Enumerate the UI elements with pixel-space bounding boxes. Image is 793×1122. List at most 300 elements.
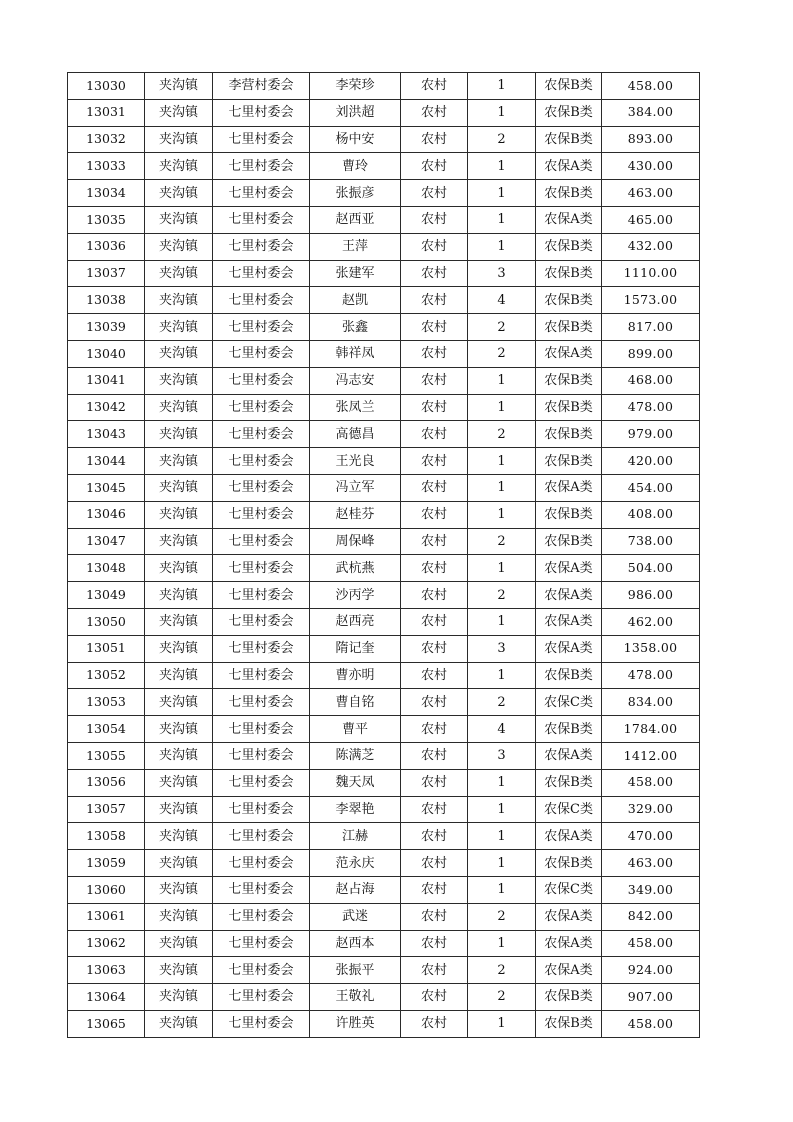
cell-id: 13053 <box>68 689 145 716</box>
cell-name: 周保峰 <box>310 528 401 555</box>
cell-category: 农保A类 <box>536 930 602 957</box>
cell-category: 农保B类 <box>536 314 602 341</box>
table-row <box>68 528 700 555</box>
table-row <box>68 340 700 367</box>
cell-name: 张凤兰 <box>310 394 401 421</box>
cell-category: 农保B类 <box>536 501 602 528</box>
table-row <box>68 769 700 796</box>
cell-area: 农村 <box>401 314 468 341</box>
cell-count: 2 <box>468 126 536 153</box>
cell-town: 夹沟镇 <box>145 903 213 930</box>
cell-category: 农保A类 <box>536 340 602 367</box>
cell-area: 农村 <box>401 984 468 1011</box>
table-row <box>68 501 700 528</box>
cell-name: 张振平 <box>310 957 401 984</box>
cell-amount: 979.00 <box>602 421 700 448</box>
cell-id: 13062 <box>68 930 145 957</box>
cell-count: 1 <box>468 367 536 394</box>
cell-village: 七里村委会 <box>213 689 310 716</box>
cell-amount: 907.00 <box>602 984 700 1011</box>
cell-amount: 899.00 <box>602 340 700 367</box>
cell-id: 13044 <box>68 448 145 475</box>
cell-village: 七里村委会 <box>213 501 310 528</box>
cell-town: 夹沟镇 <box>145 153 213 180</box>
cell-name: 王萍 <box>310 233 401 260</box>
cell-id: 13037 <box>68 260 145 287</box>
cell-area: 农村 <box>401 528 468 555</box>
cell-village: 七里村委会 <box>213 903 310 930</box>
cell-amount: 1412.00 <box>602 742 700 769</box>
cell-name: 武迷 <box>310 903 401 930</box>
cell-id: 13041 <box>68 367 145 394</box>
cell-town: 夹沟镇 <box>145 528 213 555</box>
cell-town: 夹沟镇 <box>145 126 213 153</box>
cell-id: 13055 <box>68 742 145 769</box>
cell-town: 夹沟镇 <box>145 233 213 260</box>
cell-village: 李营村委会 <box>213 73 310 100</box>
cell-name: 许胜英 <box>310 1010 401 1037</box>
cell-village: 七里村委会 <box>213 314 310 341</box>
cell-count: 1 <box>468 1010 536 1037</box>
cell-id: 13057 <box>68 796 145 823</box>
cell-category: 农保C类 <box>536 796 602 823</box>
cell-category: 农保B类 <box>536 769 602 796</box>
cell-count: 1 <box>468 823 536 850</box>
cell-name: 曹平 <box>310 716 401 743</box>
cell-town: 夹沟镇 <box>145 662 213 689</box>
table-row <box>68 233 700 260</box>
cell-category: 农保A类 <box>536 608 602 635</box>
table-body <box>68 73 700 1038</box>
cell-village: 七里村委会 <box>213 957 310 984</box>
cell-village: 七里村委会 <box>213 340 310 367</box>
cell-count: 1 <box>468 394 536 421</box>
table-row <box>68 689 700 716</box>
cell-village: 七里村委会 <box>213 662 310 689</box>
cell-village: 七里村委会 <box>213 206 310 233</box>
cell-amount: 465.00 <box>602 206 700 233</box>
table-row <box>68 742 700 769</box>
cell-area: 农村 <box>401 126 468 153</box>
table-row <box>68 555 700 582</box>
cell-amount: 349.00 <box>602 876 700 903</box>
cell-count: 1 <box>468 796 536 823</box>
cell-village: 七里村委会 <box>213 233 310 260</box>
cell-amount: 408.00 <box>602 501 700 528</box>
cell-count: 1 <box>468 448 536 475</box>
cell-village: 七里村委会 <box>213 180 310 207</box>
table-row <box>68 394 700 421</box>
cell-name: 陈满芝 <box>310 742 401 769</box>
cell-count: 2 <box>468 421 536 448</box>
cell-village: 七里村委会 <box>213 582 310 609</box>
table-row <box>68 984 700 1011</box>
cell-amount: 468.00 <box>602 367 700 394</box>
cell-amount: 463.00 <box>602 850 700 877</box>
cell-area: 农村 <box>401 903 468 930</box>
cell-area: 农村 <box>401 73 468 100</box>
cell-town: 夹沟镇 <box>145 930 213 957</box>
cell-village: 七里村委会 <box>213 260 310 287</box>
table-row <box>68 287 700 314</box>
cell-area: 农村 <box>401 769 468 796</box>
cell-category: 农保B类 <box>536 73 602 100</box>
cell-name: 魏天凤 <box>310 769 401 796</box>
cell-count: 4 <box>468 716 536 743</box>
cell-area: 农村 <box>401 340 468 367</box>
cell-amount: 458.00 <box>602 1010 700 1037</box>
cell-village: 七里村委会 <box>213 367 310 394</box>
cell-id: 13059 <box>68 850 145 877</box>
table-row <box>68 126 700 153</box>
cell-id: 13045 <box>68 474 145 501</box>
cell-town: 夹沟镇 <box>145 957 213 984</box>
cell-category: 农保A类 <box>536 903 602 930</box>
cell-id: 13060 <box>68 876 145 903</box>
cell-id: 13054 <box>68 716 145 743</box>
cell-id: 13051 <box>68 635 145 662</box>
cell-category: 农保B类 <box>536 394 602 421</box>
cell-count: 1 <box>468 73 536 100</box>
cell-town: 夹沟镇 <box>145 689 213 716</box>
cell-category: 农保B类 <box>536 180 602 207</box>
cell-town: 夹沟镇 <box>145 823 213 850</box>
cell-name: 张建军 <box>310 260 401 287</box>
cell-category: 农保C类 <box>536 876 602 903</box>
cell-village: 七里村委会 <box>213 769 310 796</box>
cell-id: 13052 <box>68 662 145 689</box>
cell-area: 农村 <box>401 716 468 743</box>
cell-village: 七里村委会 <box>213 850 310 877</box>
cell-town: 夹沟镇 <box>145 876 213 903</box>
cell-amount: 462.00 <box>602 608 700 635</box>
cell-amount: 454.00 <box>602 474 700 501</box>
cell-category: 农保B类 <box>536 984 602 1011</box>
cell-amount: 458.00 <box>602 769 700 796</box>
table-row <box>68 957 700 984</box>
cell-id: 13040 <box>68 340 145 367</box>
table-row <box>68 314 700 341</box>
cell-area: 农村 <box>401 1010 468 1037</box>
cell-village: 七里村委会 <box>213 742 310 769</box>
table-row <box>68 73 700 100</box>
cell-name: 赵西亚 <box>310 206 401 233</box>
cell-amount: 1573.00 <box>602 287 700 314</box>
cell-area: 农村 <box>401 957 468 984</box>
cell-town: 夹沟镇 <box>145 474 213 501</box>
cell-area: 农村 <box>401 608 468 635</box>
cell-area: 农村 <box>401 367 468 394</box>
cell-village: 七里村委会 <box>213 796 310 823</box>
cell-area: 农村 <box>401 823 468 850</box>
cell-count: 2 <box>468 957 536 984</box>
cell-village: 七里村委会 <box>213 716 310 743</box>
cell-village: 七里村委会 <box>213 528 310 555</box>
cell-category: 农保A类 <box>536 742 602 769</box>
cell-name: 赵桂芬 <box>310 501 401 528</box>
cell-count: 2 <box>468 528 536 555</box>
cell-id: 13064 <box>68 984 145 1011</box>
cell-name: 韩祥凤 <box>310 340 401 367</box>
cell-area: 农村 <box>401 474 468 501</box>
cell-area: 农村 <box>401 876 468 903</box>
table-row <box>68 850 700 877</box>
cell-id: 13058 <box>68 823 145 850</box>
cell-category: 农保A类 <box>536 555 602 582</box>
cell-name: 王光良 <box>310 448 401 475</box>
cell-id: 13047 <box>68 528 145 555</box>
cell-village: 七里村委会 <box>213 287 310 314</box>
cell-id: 13061 <box>68 903 145 930</box>
cell-area: 农村 <box>401 180 468 207</box>
cell-area: 农村 <box>401 99 468 126</box>
cell-name: 隋记奎 <box>310 635 401 662</box>
cell-id: 13050 <box>68 608 145 635</box>
cell-count: 1 <box>468 474 536 501</box>
cell-name: 杨中安 <box>310 126 401 153</box>
cell-name: 冯志安 <box>310 367 401 394</box>
cell-town: 夹沟镇 <box>145 555 213 582</box>
cell-amount: 817.00 <box>602 314 700 341</box>
cell-town: 夹沟镇 <box>145 769 213 796</box>
cell-category: 农保A类 <box>536 823 602 850</box>
cell-category: 农保B类 <box>536 448 602 475</box>
cell-area: 农村 <box>401 501 468 528</box>
cell-area: 农村 <box>401 689 468 716</box>
cell-village: 七里村委会 <box>213 474 310 501</box>
cell-category: 农保B类 <box>536 260 602 287</box>
cell-village: 七里村委会 <box>213 930 310 957</box>
cell-town: 夹沟镇 <box>145 984 213 1011</box>
cell-village: 七里村委会 <box>213 394 310 421</box>
cell-id: 13035 <box>68 206 145 233</box>
table-row <box>68 608 700 635</box>
cell-category: 农保B类 <box>536 421 602 448</box>
cell-name: 赵西亮 <box>310 608 401 635</box>
cell-area: 农村 <box>401 582 468 609</box>
cell-id: 13030 <box>68 73 145 100</box>
cell-town: 夹沟镇 <box>145 394 213 421</box>
cell-amount: 986.00 <box>602 582 700 609</box>
cell-id: 13046 <box>68 501 145 528</box>
cell-amount: 478.00 <box>602 394 700 421</box>
cell-amount: 1358.00 <box>602 635 700 662</box>
cell-name: 赵西本 <box>310 930 401 957</box>
cell-id: 13043 <box>68 421 145 448</box>
cell-category: 农保A类 <box>536 635 602 662</box>
cell-count: 1 <box>468 876 536 903</box>
cell-amount: 384.00 <box>602 99 700 126</box>
cell-category: 农保A类 <box>536 474 602 501</box>
cell-category: 农保A类 <box>536 153 602 180</box>
cell-area: 农村 <box>401 635 468 662</box>
cell-id: 13048 <box>68 555 145 582</box>
cell-name: 范永庆 <box>310 850 401 877</box>
cell-category: 农保B类 <box>536 287 602 314</box>
table-row <box>68 903 700 930</box>
cell-area: 农村 <box>401 850 468 877</box>
cell-town: 夹沟镇 <box>145 287 213 314</box>
cell-count: 1 <box>468 180 536 207</box>
cell-count: 1 <box>468 501 536 528</box>
cell-category: 农保B类 <box>536 126 602 153</box>
cell-amount: 924.00 <box>602 957 700 984</box>
table-row <box>68 206 700 233</box>
cell-name: 曹自铭 <box>310 689 401 716</box>
cell-amount: 842.00 <box>602 903 700 930</box>
table-row <box>68 180 700 207</box>
cell-count: 1 <box>468 608 536 635</box>
cell-count: 1 <box>468 206 536 233</box>
cell-village: 七里村委会 <box>213 823 310 850</box>
cell-town: 夹沟镇 <box>145 448 213 475</box>
cell-count: 3 <box>468 742 536 769</box>
cell-area: 农村 <box>401 555 468 582</box>
roster-table <box>67 72 700 1038</box>
cell-town: 夹沟镇 <box>145 99 213 126</box>
cell-amount: 430.00 <box>602 153 700 180</box>
cell-category: 农保A类 <box>536 206 602 233</box>
cell-area: 农村 <box>401 233 468 260</box>
cell-town: 夹沟镇 <box>145 582 213 609</box>
cell-count: 2 <box>468 340 536 367</box>
cell-category: 农保A类 <box>536 957 602 984</box>
cell-village: 七里村委会 <box>213 448 310 475</box>
cell-amount: 458.00 <box>602 73 700 100</box>
table-row <box>68 474 700 501</box>
cell-count: 2 <box>468 984 536 1011</box>
cell-category: 农保C类 <box>536 689 602 716</box>
cell-count: 4 <box>468 287 536 314</box>
table-row <box>68 99 700 126</box>
cell-town: 夹沟镇 <box>145 742 213 769</box>
cell-id: 13034 <box>68 180 145 207</box>
cell-name: 张振彦 <box>310 180 401 207</box>
cell-count: 1 <box>468 153 536 180</box>
cell-amount: 463.00 <box>602 180 700 207</box>
cell-town: 夹沟镇 <box>145 180 213 207</box>
cell-amount: 329.00 <box>602 796 700 823</box>
cell-count: 1 <box>468 233 536 260</box>
cell-count: 3 <box>468 260 536 287</box>
cell-name: 张鑫 <box>310 314 401 341</box>
cell-name: 刘洪超 <box>310 99 401 126</box>
cell-village: 七里村委会 <box>213 876 310 903</box>
table-row <box>68 796 700 823</box>
cell-category: 农保B类 <box>536 850 602 877</box>
cell-town: 夹沟镇 <box>145 314 213 341</box>
cell-area: 农村 <box>401 448 468 475</box>
cell-town: 夹沟镇 <box>145 716 213 743</box>
table-row <box>68 421 700 448</box>
cell-count: 3 <box>468 635 536 662</box>
cell-amount: 478.00 <box>602 662 700 689</box>
cell-area: 农村 <box>401 930 468 957</box>
cell-name: 曹亦明 <box>310 662 401 689</box>
cell-amount: 470.00 <box>602 823 700 850</box>
cell-town: 夹沟镇 <box>145 367 213 394</box>
cell-id: 13032 <box>68 126 145 153</box>
cell-id: 13036 <box>68 233 145 260</box>
cell-name: 赵凯 <box>310 287 401 314</box>
cell-category: 农保B类 <box>536 662 602 689</box>
cell-area: 农村 <box>401 421 468 448</box>
cell-count: 2 <box>468 582 536 609</box>
cell-count: 1 <box>468 930 536 957</box>
cell-amount: 1784.00 <box>602 716 700 743</box>
cell-area: 农村 <box>401 742 468 769</box>
cell-count: 1 <box>468 662 536 689</box>
cell-id: 13065 <box>68 1010 145 1037</box>
table-row <box>68 635 700 662</box>
cell-town: 夹沟镇 <box>145 1010 213 1037</box>
table-row <box>68 823 700 850</box>
cell-area: 农村 <box>401 287 468 314</box>
cell-village: 七里村委会 <box>213 126 310 153</box>
table-row <box>68 367 700 394</box>
table-row <box>68 448 700 475</box>
cell-town: 夹沟镇 <box>145 340 213 367</box>
cell-amount: 504.00 <box>602 555 700 582</box>
cell-amount: 893.00 <box>602 126 700 153</box>
cell-count: 1 <box>468 555 536 582</box>
cell-town: 夹沟镇 <box>145 73 213 100</box>
cell-town: 夹沟镇 <box>145 850 213 877</box>
cell-count: 1 <box>468 850 536 877</box>
cell-name: 沙丙学 <box>310 582 401 609</box>
cell-category: 农保A类 <box>536 582 602 609</box>
cell-name: 李翠艳 <box>310 796 401 823</box>
cell-town: 夹沟镇 <box>145 635 213 662</box>
cell-category: 农保B类 <box>536 716 602 743</box>
cell-name: 李荣珍 <box>310 73 401 100</box>
cell-name: 王敬礼 <box>310 984 401 1011</box>
cell-count: 1 <box>468 769 536 796</box>
cell-count: 2 <box>468 314 536 341</box>
cell-id: 13056 <box>68 769 145 796</box>
cell-category: 农保B类 <box>536 233 602 260</box>
cell-town: 夹沟镇 <box>145 608 213 635</box>
cell-count: 1 <box>468 99 536 126</box>
cell-area: 农村 <box>401 260 468 287</box>
cell-name: 武杭燕 <box>310 555 401 582</box>
cell-name: 江赫 <box>310 823 401 850</box>
table-row <box>68 1010 700 1037</box>
cell-village: 七里村委会 <box>213 635 310 662</box>
cell-area: 农村 <box>401 662 468 689</box>
cell-amount: 1110.00 <box>602 260 700 287</box>
cell-name: 高德昌 <box>310 421 401 448</box>
cell-category: 农保B类 <box>536 1010 602 1037</box>
cell-amount: 834.00 <box>602 689 700 716</box>
cell-area: 农村 <box>401 206 468 233</box>
cell-id: 13039 <box>68 314 145 341</box>
cell-id: 13038 <box>68 287 145 314</box>
cell-village: 七里村委会 <box>213 555 310 582</box>
table-row <box>68 716 700 743</box>
cell-village: 七里村委会 <box>213 984 310 1011</box>
cell-village: 七里村委会 <box>213 153 310 180</box>
cell-town: 夹沟镇 <box>145 421 213 448</box>
cell-amount: 738.00 <box>602 528 700 555</box>
table-row <box>68 582 700 609</box>
cell-count: 2 <box>468 903 536 930</box>
cell-id: 13031 <box>68 99 145 126</box>
table-row <box>68 260 700 287</box>
cell-category: 农保B类 <box>536 367 602 394</box>
cell-category: 农保B类 <box>536 99 602 126</box>
cell-name: 赵占海 <box>310 876 401 903</box>
